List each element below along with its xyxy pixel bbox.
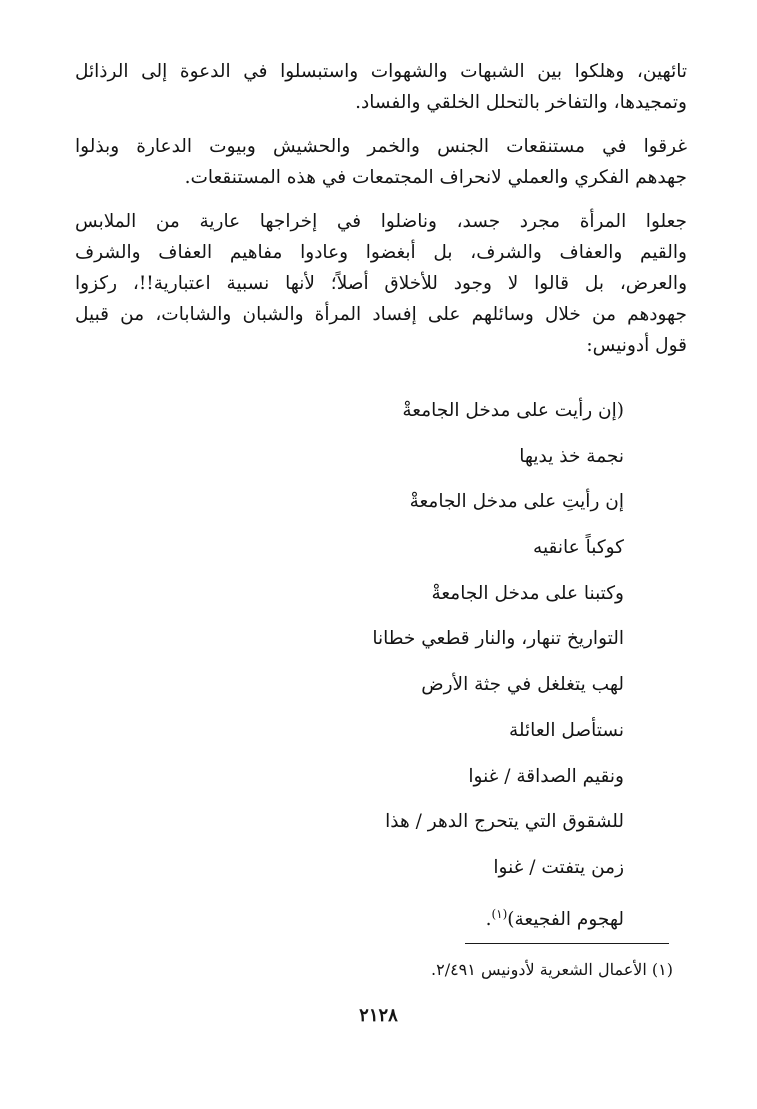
verse-line: وكتبنا على مدخل الجامعةْ (431, 582, 624, 604)
footnote-separator (465, 943, 669, 944)
body-text (75, 56, 687, 374)
verse-line-last (104, 899, 624, 945)
poem-quote (104, 396, 624, 944)
footnote-reference: (١) (491, 906, 508, 921)
verse-line: (إن رأيت على مدخل الجامعةْ (402, 400, 624, 421)
verse-line: للشقوق التي يتحرج الدهر / هذا (385, 811, 624, 833)
footnote-text: الأعمال الشعرية لأدونيس ٢/٤٩١. (431, 960, 647, 979)
verse-line: لهب يتغلغل في جثة الأرض (421, 674, 624, 696)
verse-line: زمن يتفتت / غنوا (493, 856, 624, 878)
verse-line: نستأصل العائلة (508, 719, 624, 741)
text-line: تائهين، وهلكوا بين الشبهات والشهوات واستبسلوا في الدعوة إلى الرذائل (75, 61, 687, 82)
verse-line: نجمة خذ يديها (519, 445, 624, 467)
text-line: جهودهم من خلال وسائلهم على إفساد المرأة والشبان والشابات، من قبيل (75, 304, 687, 325)
text-line: قول أدونيس: (586, 335, 687, 356)
paragraph-3 (75, 206, 687, 361)
text-line: وتمجيدها، والتفاخر بالتحلل الخلقي والفساد. (355, 92, 687, 113)
text-line: غرقوا في مستنقعات الجنس والخمر والحشيش وبيوت الدعارة وبذلوا (75, 136, 687, 157)
verse-line: إن رأيتِ على مدخل الجامعةْ (409, 491, 624, 513)
verse-line: كوكباً عانقيه (533, 537, 624, 559)
verse-text: لهجوم الفجيعة) (507, 908, 624, 930)
footnote-marker: (١) (651, 960, 673, 979)
verse-line: ونقيم الصداقة / غنوا (468, 765, 624, 787)
text-line: جهدهم الفكري والعملي لانحراف المجتمعات في هذه المستنقعات. (184, 167, 687, 188)
verse-line: التواريخ تنهار، والنار قطعي خطانا (372, 628, 624, 650)
footnote (113, 957, 673, 983)
text-line: والعرض، بل قالوا لا وجود للأخلاق أصلاً؛ لأنها نسبية اعتبارية!!، ركزوا (75, 273, 687, 294)
text-line: والقيم والعفاف والشرف، بل أبغضوا وعادوا مفاهيم العفاف والشرف (75, 242, 687, 263)
paragraph-1 (75, 56, 687, 118)
page-number: ٢١٢٨ (359, 1005, 398, 1026)
paragraph-2 (75, 131, 687, 193)
text-line: جعلوا المرأة مجرد جسد، وناضلوا في إخراجها عارية من الملابس (75, 211, 687, 232)
verse-end-punctuation: . (485, 908, 492, 930)
